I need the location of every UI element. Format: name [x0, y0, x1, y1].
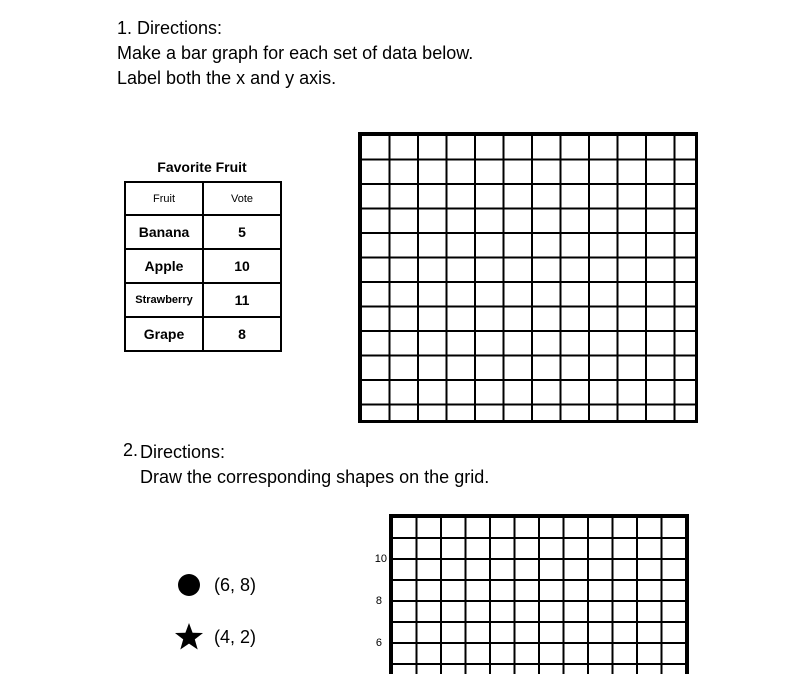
section2-line1: Draw the corresponding shapes on the grid.	[140, 467, 490, 487]
y-axis-label: 6	[375, 637, 382, 649]
fruit-cell: Apple	[125, 249, 203, 283]
header-fruit: Fruit	[125, 182, 203, 215]
section1-line1: Make a bar graph for each set of data below.	[117, 43, 474, 63]
vote-cell: 11	[203, 283, 281, 317]
table-header-row	[125, 182, 281, 215]
fruit-cell: Strawberry	[125, 283, 203, 317]
fruit-table	[124, 181, 282, 352]
fruit-cell: Grape	[125, 317, 203, 351]
section1-directions	[117, 16, 473, 91]
star-coord: (4, 2)	[214, 627, 257, 647]
circle-coord: (6, 8)	[214, 575, 257, 595]
vote-cell: 10	[203, 249, 281, 283]
vote-cell: 5	[203, 215, 281, 249]
table-row	[125, 317, 281, 351]
header-vote: Vote	[203, 182, 281, 215]
section1-line2: Label both the x and y axis.	[117, 68, 337, 88]
table-row	[125, 283, 281, 317]
vote-cell: 8	[203, 317, 281, 351]
section2-directions	[140, 440, 489, 490]
y-axis-label: 8	[375, 595, 382, 607]
table-row	[125, 215, 281, 249]
y-axis-label: 10	[374, 553, 387, 565]
section2-number: 2.	[123, 440, 139, 460]
table-row	[125, 249, 281, 283]
circle-icon	[178, 574, 200, 596]
table-title: Favorite Fruit	[157, 159, 247, 175]
coordinate-grid[interactable]	[389, 514, 689, 674]
section2-heading: Directions:	[140, 442, 226, 462]
section1-heading: 1. Directions:	[117, 18, 223, 38]
fruit-cell: Banana	[125, 215, 203, 249]
star-icon	[174, 622, 204, 652]
bar-graph-grid[interactable]	[358, 132, 698, 423]
